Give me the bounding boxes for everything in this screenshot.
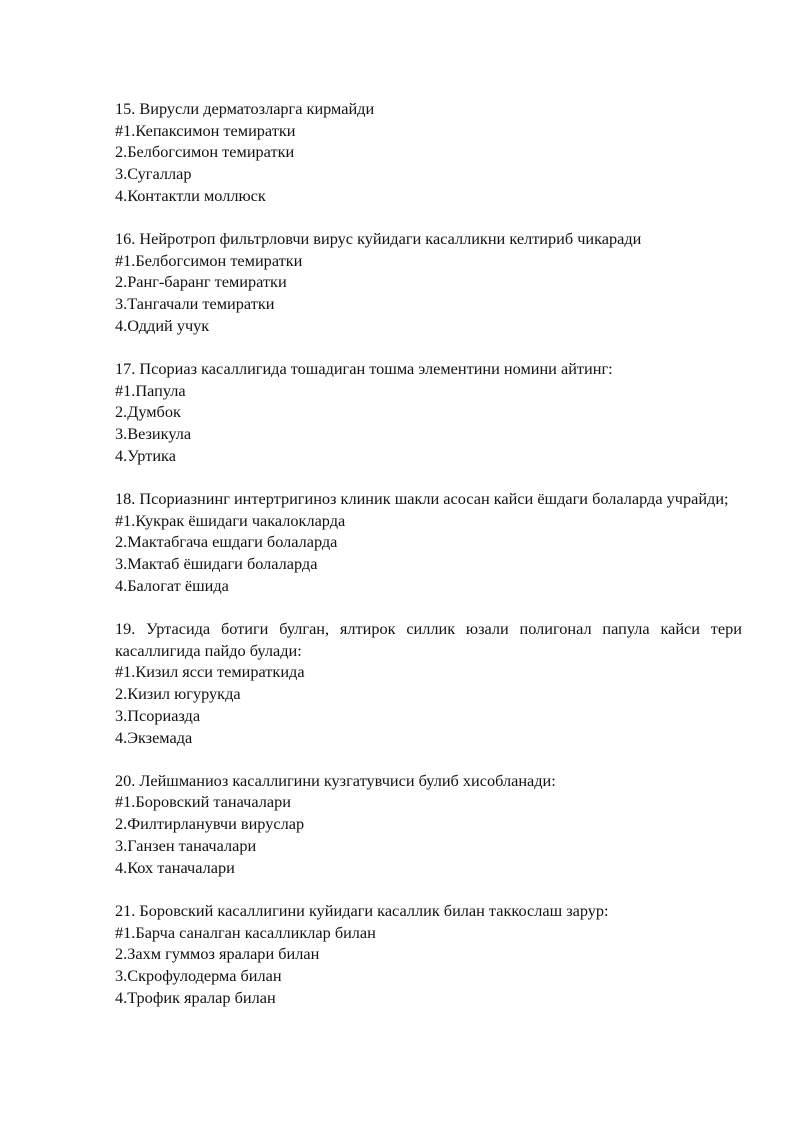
answer-option: 3.Скрофулодерма билан [115,965,282,985]
question-title: 19. Уртасида ботиги булган, ялтирок силлик юзали полигонал папула кайси тери касаллигида пайдо булади: [115,619,742,660]
answer-option: 4.Экземада [115,727,193,747]
answer-option: 4.Уртика [115,445,176,465]
answer-option: 3.Мактаб ёшидаги болаларда [115,554,318,574]
answer-option: 3.Ганзен таначалари [115,835,257,855]
answer-option: 3.Везикула [115,424,192,444]
answer-option: #1.Кукрак ёшидаги чакалокларда [115,510,346,530]
question-title: 20. Лейшманиоз касаллигини кузгатувчиси булиб хисобланади: [115,770,556,790]
answer-option: 4.Балогат ёшида [115,575,229,595]
question-title: 21. Боровский касаллигини куйидаги касаллик билан таккослаш зарур: [115,900,609,920]
answer-option: #1.Белбогсимон темиратки [115,250,303,270]
document-page [115,98,742,1030]
answer-option: 4.Трофик яралар билан [115,987,276,1007]
question-title: 15. Вирусли дерматозларга кирмайди [115,99,375,118]
question-17 [115,358,742,467]
answer-option: #1.Кепаксимон темиратки [115,120,296,140]
answer-option: 3.Тангачали темиратки [115,294,275,314]
question-title: 16. Нейротроп фильтрловчи вирус куйидаги касалликни келтириб чикаради [115,229,642,249]
question-19 [115,618,742,748]
question-title: 17. Псориаз касаллигида тошадиган тошма элементини номини айтинг: [115,359,613,379]
answer-option: 2.Филтирланувчи вируслар [115,814,305,834]
question-16 [115,228,742,337]
answer-option: 2.Думбок [115,402,181,422]
question-21 [115,900,742,1009]
question-18 [115,488,742,597]
answer-option: 2.Мактабгача ешдаги болаларда [115,532,338,552]
answer-option: #1.Папула [115,380,186,400]
answer-option: 3.Сугаллар [115,164,192,184]
answer-option: 2.Захм гуммоз яралари билан [115,944,320,964]
question-title: 18. Псориазнинг интертригиноз клиник шакли асосан кайси ёшдаги болаларда учрайди; [115,489,729,509]
answer-option: 4.Оддий учук [115,315,210,335]
answer-option: 4.Кох таначалари [115,857,235,877]
answer-option: 2.Ранг-баранг темиратки [115,272,287,292]
answer-option: #1.Боровский таначалари [115,792,291,812]
answer-option: #1.Кизил ясси темираткида [115,662,305,682]
answer-option: 4.Контактли моллюск [115,185,266,205]
answer-option: 2.Кизил югурукда [115,684,241,704]
answer-option: 2.Белбогсимон темиратки [115,142,295,162]
question-20 [115,770,742,879]
answer-option: 3.Псориазда [115,705,201,725]
question-15 [115,98,742,207]
answer-option: #1.Барча саналган касалликлар билан [115,922,376,942]
